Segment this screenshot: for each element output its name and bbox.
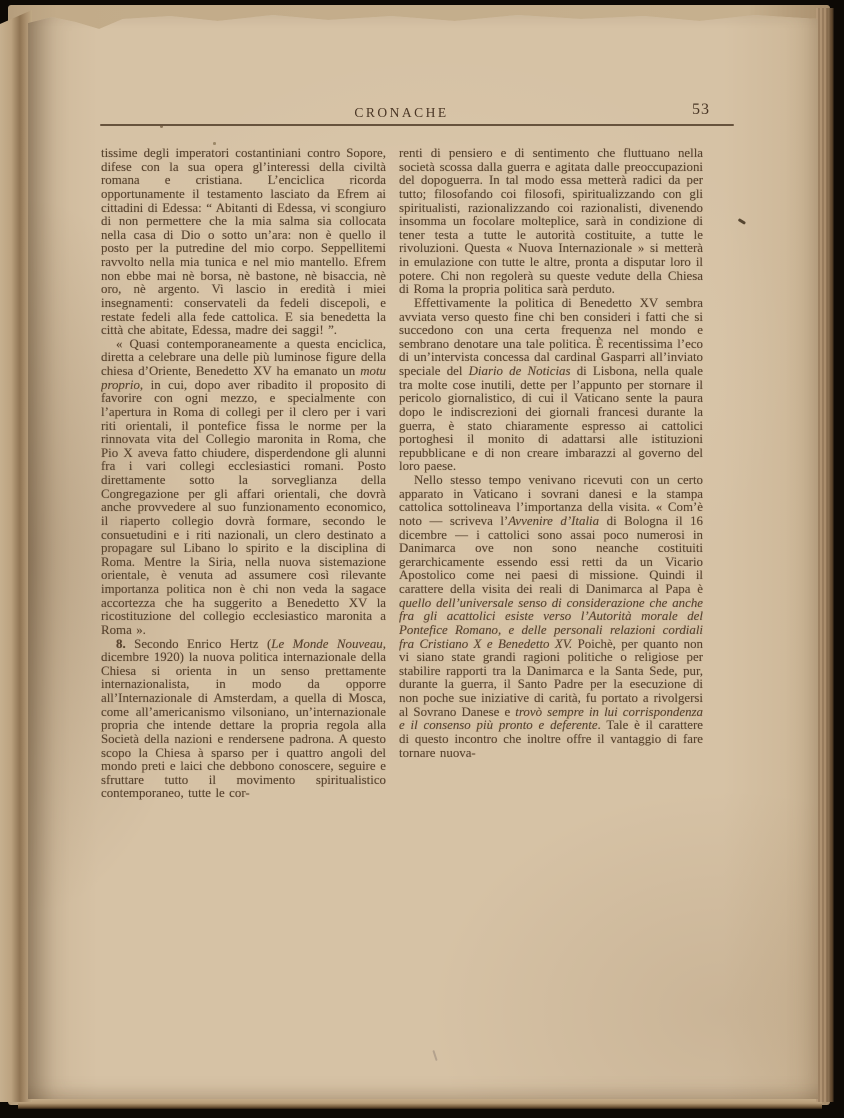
paragraph-text: Effettivamente la politica di Benedetto XV sembra avviata verso questo fine chi ben consideri i fatti che si succedono con una certa frequenza nel mondo e sembrano denotare una tale politica. È recentissima l’eco di un’intervista concessa dal cardinal Gasparri all’inviato speciale del (399, 295, 703, 378)
paragraph-text: Secondo Enrico Hertz ( (125, 636, 272, 651)
book-fore-edge (816, 8, 834, 1102)
text-columns (101, 147, 703, 941)
paragraph-text: Poichè, per quanto non vi siano state grandi ragioni politiche o religiose per stabilire rapporti tra la Danimarca e la Santa Sede, pur, durante la guerra, il Santo Padre per la esecuzione di non poche sue iniziative di carità, fu portato a rivolgersi al Sovrano Danese e (399, 636, 703, 719)
book-gutter (0, 10, 32, 1102)
running-head-title: CRONACHE (354, 105, 449, 120)
paragraph-quasi (101, 338, 386, 638)
paragraph-text: , in cui, dopo aver ribadito il proposito di favorire con ogni mezzo, e specialmente con l’apertura in Roma di collegi per il clero per i vari riti orientali, il pontefice fissa le norme per la rinnovata vita del Collegio maronita in Roma, che Pio X aveva fatto chiudere, disperdendone gli alunni fra i vari collegi ecclesiastici romani. Posto direttamente sotto la sorveglianza della Congregazione per gli affari orientali, che dovrà anche provvedere al suo funzionamento economico, il riaperto collegio dovrà formare, secondo le consuetudini e i riti nazionali, un clero destinato a propagare sul Libano lo spirito e la disciplina di Roma. Mentre la Siria, nella nuova sistemazione orientale, è venuta ad assumere così rilevante importanza politica non è chi non veda la sagace accortezza che ha suggerito a Benedetto XV la ricostituzione del collegio ecclesiastico maronita a Roma ». (101, 377, 386, 637)
right-column (399, 147, 703, 941)
italic-quote-corrispondenza: trovò sempre in lui corrispondenza e il consenso più pronto e deferente (399, 704, 703, 733)
paragraph-text: « Quasi contemporaneamente a questa enciclica, diretta a celebrare una delle più luminose figure della chiesa d’Oriente, Benedetto XV ha emanato un (101, 336, 386, 378)
italic-le-monde-nouveau: Le Monde Nouveau (271, 636, 383, 651)
italic-quote-universale: quello dell’universale senso di considerazione che anche fra gli acattolici esiste verso l’Autorità morale del Pontefice Romano, e delle personali relazioni cordiali fra Cristiano X e Benedetto XV. (399, 595, 703, 651)
paragraph-text: tissime degli imperatori costantiniani contro Sopore, difese con la sua opera gl’interessi della civiltà romana e cristiana. L’enciclica ricorda opportunamente il testamento lasciato da Efrem ai cittadini di Edessa: “ Abitanti di Edessa, vi scongiuro di non permettere che la mia salma sia collocata nella casa di Dio o sotto un’ara: non è quello il posto per la putredine del mio corpo. Seppellitemi ravvolto nella mia tunica e nel mio mantello. Efrem non ebbe mai nè borsa, nè bastone, nè bisaccia, nè oro, nè argento. Vi lascio in eredità i miei insegnamenti: conservateli da fedeli discepoli, e restate fedeli alla fede cattolica. E sia benedetta la città che abitate, Edessa, madre dei saggi! ”. (101, 147, 386, 338)
page-number: 53 (692, 101, 710, 118)
paragraph-text: di Bologna il 16 dicembre — i cattolici sono assai poco numerosi in Danimarca ove non sono neanche costituiti gerarchicamente essendo essi retti da un Vicario Apostolico come nei paesi di missione. Quindi il carattere della visita dei reali di Danimarca al Papa è (399, 513, 703, 596)
paragraph-text: . Tale è il carattere di questo incontro che inoltre offre il vantaggio di fare tornare nuova- (399, 718, 703, 760)
paragraph-text: di Lisbona, nella quale tra molte cose inutili, dette per l’appunto per stornare il pericolo giornalistico, di cui il Vaticano sente la paura dopo le indiscrezioni dei giornali francesi durante la guerra, è stato chiaramente espresso ai cattolici portoghesi il monito di adattarsi alle istituzioni repubblicane e di non creare imbarazzi al governo del loro paese. (399, 364, 703, 474)
paragraph-effettivamente (399, 297, 703, 474)
paragraph-8-hertz (101, 638, 386, 802)
paragraph-continuation (101, 147, 386, 338)
paragraph-text: renti di pensiero e di sentimento che fluttuano nella società scossa dalla guerra e agitata dalle preoccupazioni del dopoguerra. In tal modo essa metterà radici da per tutto; filosofando coi filosofi, spiritualizzando con gli spiritualisti, razionalizzando coi razionalisti, divenendo insomma un focolare molteplice, sarà in condizione di tener testa a tutte le autorità costituite, a tutte le rivoluzioni. Questa « Nuova Internazionale » si metterà in emulazione con tutte le altre, pronta a disputar loro il potere. Chi non regolerà su queste vedute della Chiesa di Roma la propria politica sarà perduto. (399, 147, 703, 297)
header-rule (100, 124, 734, 126)
paragraph-text: Nello stesso tempo venivano ricevuti con un certo apparato in Vaticano i sovrani danesi e la stampa cattolica sottolineava l’importanza della visita. « Com’è noto — scriveva l’ (399, 473, 703, 528)
paragraph-number: 8. (116, 636, 126, 651)
italic-motu-proprio: motu proprio (101, 364, 386, 392)
paragraph-nello-stesso-tempo (399, 474, 703, 760)
italic-avvenire-d-italia: Avvenire d’Italia (508, 513, 600, 528)
paragraph-text: , dicembre 1920) la nuova politica internazionale della Chiesa si orienta in un senso prettamente internazionalista, in modo da opporre all’Internazionale di Amsterdam, a quella di Mosca, come all’americanismo vilsoniano, un’internazionale propria che intende dettare la propria regola alla Società della nazioni e rendersene padrona. A questo scopo la Chiesa à sparso per i quattro angoli del mondo preti e laici che debbono conoscere, seguire e sfruttare tutto il movimento spiritualistico contemporaneo, tutte le cor- (101, 636, 386, 801)
italic-diario-de-noticias: Diario de Noticias (468, 364, 571, 378)
paragraph-continuation (399, 147, 703, 297)
left-column (101, 147, 386, 941)
